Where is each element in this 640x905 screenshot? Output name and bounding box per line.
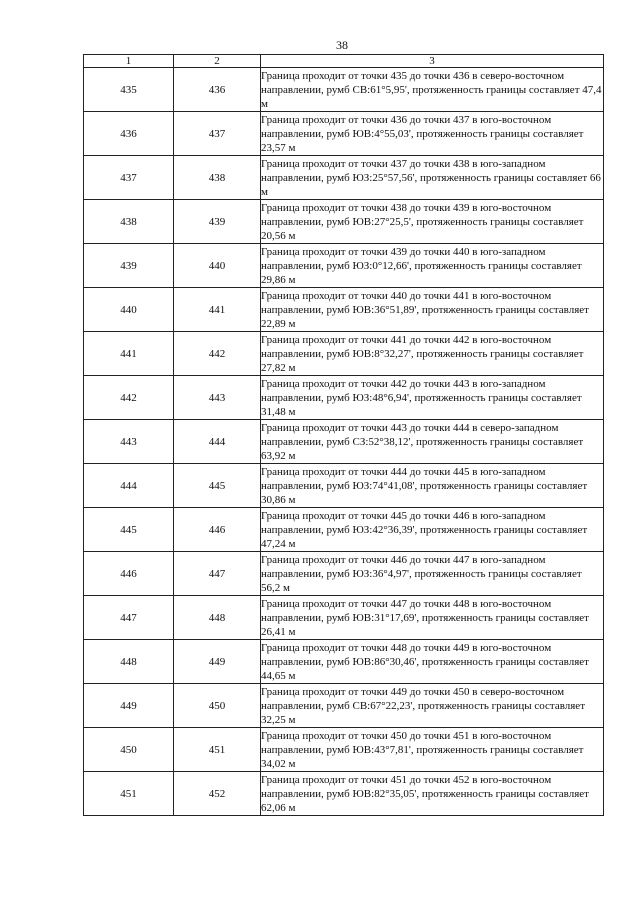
- point-to-cell: 437: [174, 112, 261, 156]
- point-to-cell: 442: [174, 332, 261, 376]
- point-from-cell: 443: [84, 420, 174, 464]
- point-from-cell: 437: [84, 156, 174, 200]
- description-cell: Граница проходит от точки 446 до точки 447 в юго-западном направлении, румб ЮЗ:36°4,97', протяженность границы составляет 56,2 м: [261, 552, 604, 596]
- point-to-cell: 438: [174, 156, 261, 200]
- description-cell: Граница проходит от точки 449 до точки 450 в северо-восточном направлении, румб СВ:67°22,23', протяженность границы составляет 32,25 м: [261, 684, 604, 728]
- table-row: [84, 332, 604, 376]
- description-cell: Граница проходит от точки 443 до точки 444 в северо-западном направлении, румб СЗ:52°38,12', протяженность границы составляет 63,92 м: [261, 420, 604, 464]
- point-from-cell: 445: [84, 508, 174, 552]
- table-row: [84, 156, 604, 200]
- point-from-cell: 444: [84, 464, 174, 508]
- table-row: [84, 464, 604, 508]
- description-cell: Граница проходит от точки 435 до точки 436 в северо-восточном направлении, румб СВ:61°5,95', протяженность границы составляет 47,4 м: [261, 69, 602, 110]
- description-cell: Граница проходит от точки 448 до точки 449 в юго-восточном направлении, румб ЮВ:86°30,46', протяженность границы составляет 44,65 м: [261, 640, 604, 684]
- table-row: [84, 244, 604, 288]
- table-row: [84, 508, 604, 552]
- description-cell: Граница проходит от точки 440 до точки 441 в юго-восточном направлении, румб ЮВ:36°51,89', протяженность границы составляет 22,89 м: [261, 288, 604, 332]
- point-from-cell: 448: [84, 640, 174, 684]
- table-row: [84, 288, 604, 332]
- table-row: [84, 772, 604, 816]
- point-from-cell: 449: [84, 684, 174, 728]
- point-from-cell: 446: [84, 552, 174, 596]
- description-cell: Граница проходит от точки 444 до точки 445 в юго-западном направлении, румб ЮЗ:74°41,08', протяженность границы составляет 30,86 м: [261, 464, 604, 508]
- column-header-3: 3: [261, 55, 604, 68]
- boundary-table: [83, 54, 604, 816]
- point-to-cell: 445: [174, 464, 261, 508]
- point-from-cell: 441: [84, 332, 174, 376]
- point-to-cell: 446: [174, 508, 261, 552]
- point-from-cell: 438: [84, 200, 174, 244]
- table-row: [84, 112, 604, 156]
- description-cell: Граница проходит от точки 439 до точки 440 в юго-западном направлении, румб ЮЗ:0°12,66', протяженность границы составляет 29,86 м: [261, 244, 604, 288]
- point-to-cell: 451: [174, 728, 261, 772]
- table-row: [84, 420, 604, 464]
- point-from-cell: 435: [84, 68, 174, 112]
- description-cell: Граница проходит от точки 442 до точки 443 в юго-западном направлении, румб ЮЗ:48°6,94', протяженность границы составляет 31,48 м: [261, 376, 604, 420]
- description-cell: Граница проходит от точки 438 до точки 439 в юго-восточном направлении, румб ЮВ:27°25,5', протяженность границы составляет 20,56 м: [261, 200, 604, 244]
- table-row: [84, 684, 604, 728]
- point-to-cell: 448: [174, 596, 261, 640]
- description-cell: Граница проходит от точки 451 до точки 452 в юго-восточном направлении, румб ЮВ:82°35,05', протяженность границы составляет 62,06 м: [261, 772, 604, 816]
- table-row: [84, 596, 604, 640]
- description-cell: Граница проходит от точки 436 до точки 437 в юго-восточном направлении, румб ЮВ:4°55,03', протяженность границы составляет 23,57 м: [261, 112, 604, 156]
- point-from-cell: 450: [84, 728, 174, 772]
- point-to-cell: 452: [174, 772, 261, 816]
- description-cell: Граница проходит от точки 437 до точки 438 в юго-западном направлении, румб ЮЗ:25°57,56', протяженность границы составляет 66 м: [261, 156, 604, 200]
- point-from-cell: 439: [84, 244, 174, 288]
- point-to-cell: 443: [174, 376, 261, 420]
- page-number: 38: [336, 38, 348, 52]
- point-to-cell: 449: [174, 640, 261, 684]
- point-to-cell: 439: [174, 200, 261, 244]
- point-from-cell: 440: [84, 288, 174, 332]
- point-to-cell: 441: [174, 288, 261, 332]
- point-from-cell: 451: [84, 772, 174, 816]
- point-to-cell: 444: [174, 420, 261, 464]
- table-row: [84, 68, 604, 112]
- table-row: [84, 376, 604, 420]
- column-header-1: 1: [84, 55, 174, 68]
- table-row: [84, 552, 604, 596]
- description-cell: Граница проходит от точки 441 до точки 442 в юго-восточном направлении, румб ЮВ:8°32,27', протяженность границы составляет 27,82 м: [261, 332, 604, 376]
- description-cell: Граница проходит от точки 445 до точки 446 в юго-западном направлении, румб ЮЗ:42°36,39', протяженность границы составляет 47,24 м: [261, 508, 604, 552]
- table-header-row: [84, 55, 604, 68]
- table-row: [84, 200, 604, 244]
- point-to-cell: 440: [174, 244, 261, 288]
- table-row: [84, 640, 604, 684]
- point-from-cell: 442: [84, 376, 174, 420]
- point-from-cell: 436: [84, 112, 174, 156]
- description-cell: Граница проходит от точки 450 до точки 451 в юго-восточном направлении, румб ЮВ:43°7,81', протяженность границы составляет 34,02 м: [261, 728, 604, 772]
- table-body: [84, 68, 604, 816]
- point-to-cell: 436: [174, 68, 261, 112]
- point-to-cell: 447: [174, 552, 261, 596]
- table-row: [84, 728, 604, 772]
- point-to-cell: 450: [174, 684, 261, 728]
- point-from-cell: 447: [84, 596, 174, 640]
- column-header-2: 2: [174, 55, 261, 68]
- description-cell: Граница проходит от точки 447 до точки 448 в юго-восточном направлении, румб ЮВ:31°17,69', протяженность границы составляет 26,41 м: [261, 596, 604, 640]
